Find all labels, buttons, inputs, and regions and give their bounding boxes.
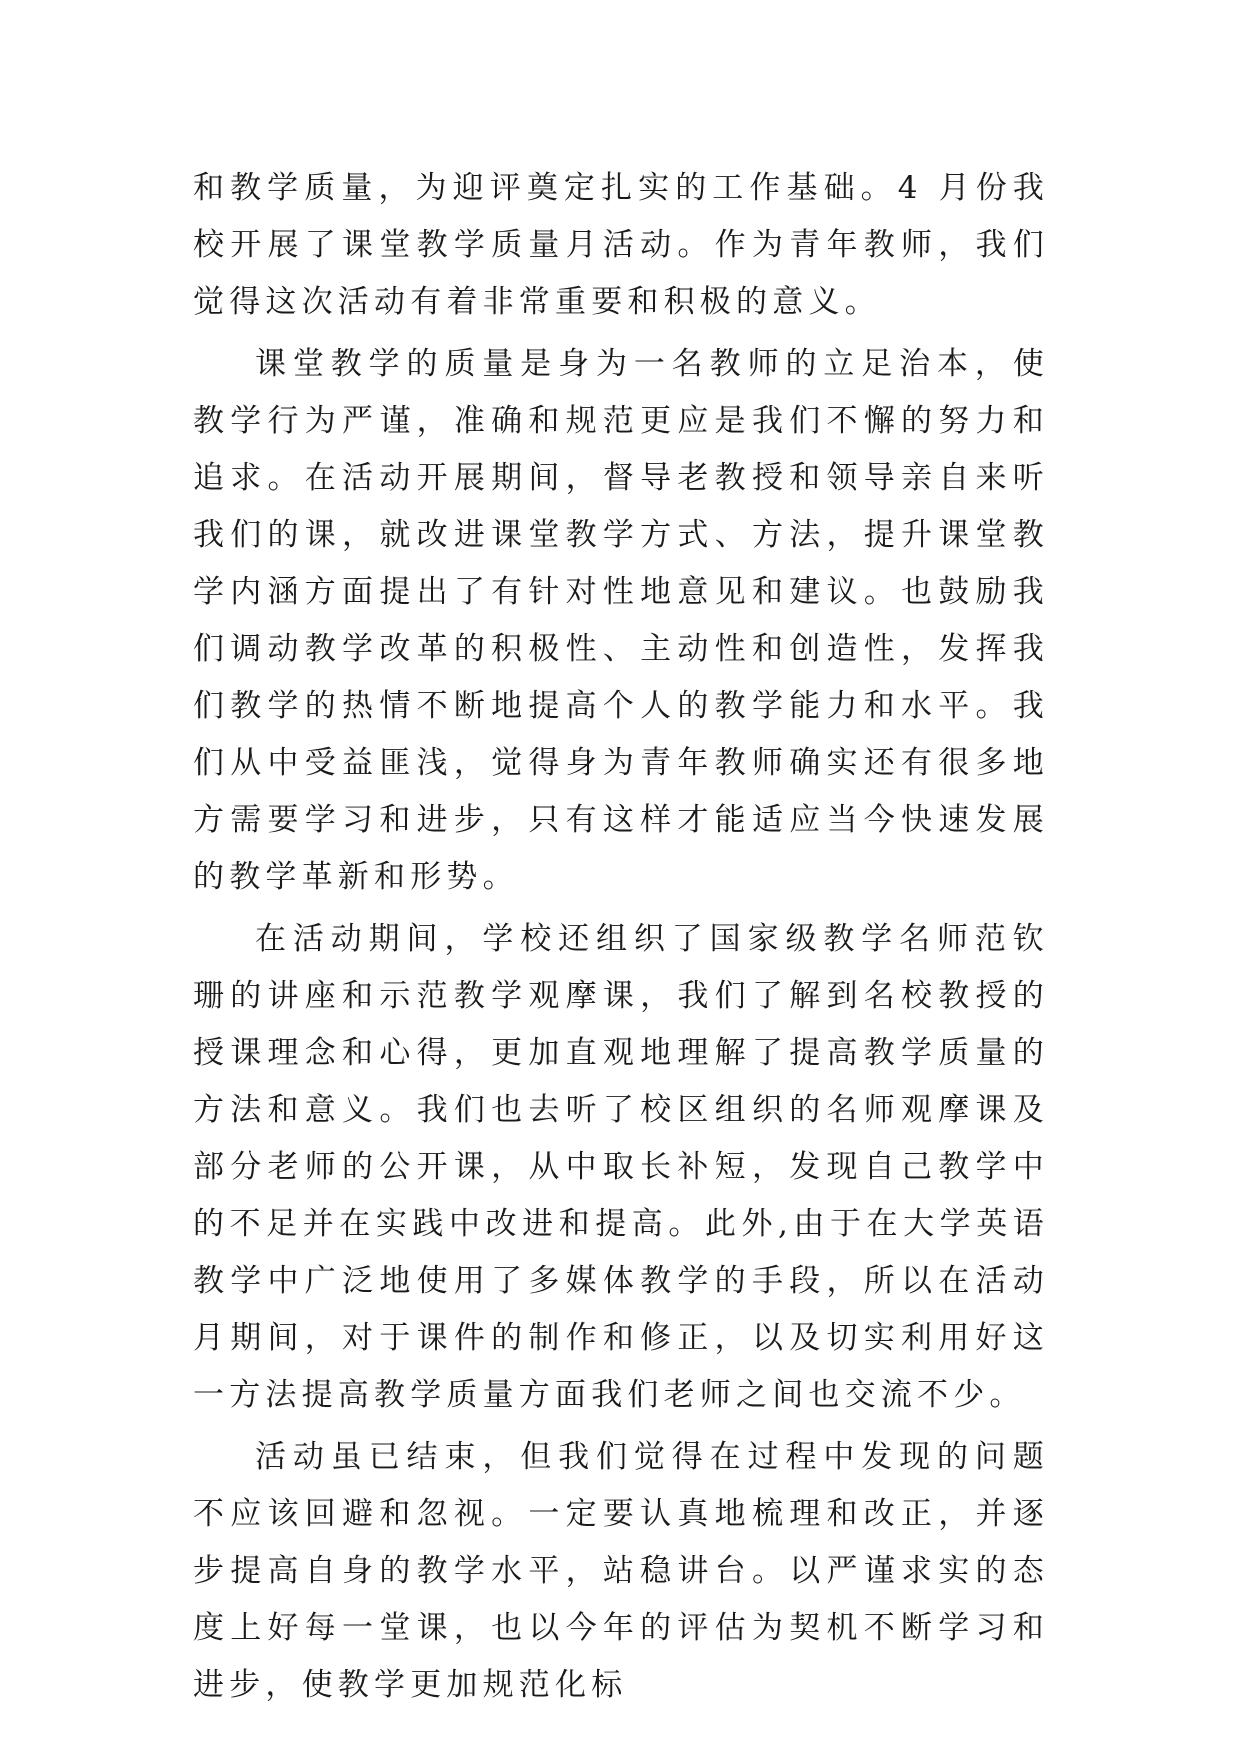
paragraph-1: 和教学质量，为迎评奠定扎实的工作基础。4 月份我校开展了课堂教学质量月活动。作为青年教师，我们觉得这次活动有着非常重要和积极的意义。: [193, 170, 1049, 320]
paragraph-2: 课堂教学的质量是身为一名教师的立足治本，使教学行为严谨，准确和规范更应是我们不懈的努力和追求。在活动开展期间，督导老教授和领导亲自来听我们的课，就改进课堂教学方式、方法，提升课堂教学内涵方面提出了有针对性地意见和建议。也鼓励我们调动教学改革的积极性、主动性和创造性，发挥我们教学的热情不断地提高个人的教学能力和水平。我们从中受益匪浅，觉得身为青年教师确实还有很多地方需要学习和进步，只有这样才能适应当今快速发展的教学革新和形势。: [193, 346, 1049, 895]
paragraph-4: 活动虽已结束，但我们觉得在过程中发现的问题不应该回避和忽视。一定要认真地梳理和改正，并逐步提高自身的教学水平，站稳讲台。以严谨求实的态度上好每一堂课，也以今年的评估为契机不断学习和进步，使教学更加规范化标: [193, 1439, 1049, 1703]
paragraph-3: 在活动期间，学校还组织了国家级教学名师范钦珊的讲座和示范教学观摩课，我们了解到名校教授的授课理念和心得，更加直观地理解了提高教学质量的方法和意义。我们也去听了校区组织的名师观摩课及部分老师的公开课，从中取长补短，发现自己教学中的不足并在实践中改进和提高。此外,由于在大学英语教学中广泛地使用了多媒体教学的手段，所以在活动月期间，对于课件的制作和修正，以及切实利用好这一方法提高教学质量方面我们老师之间也交流不少。: [193, 921, 1049, 1413]
document-body: [193, 160, 1049, 1714]
